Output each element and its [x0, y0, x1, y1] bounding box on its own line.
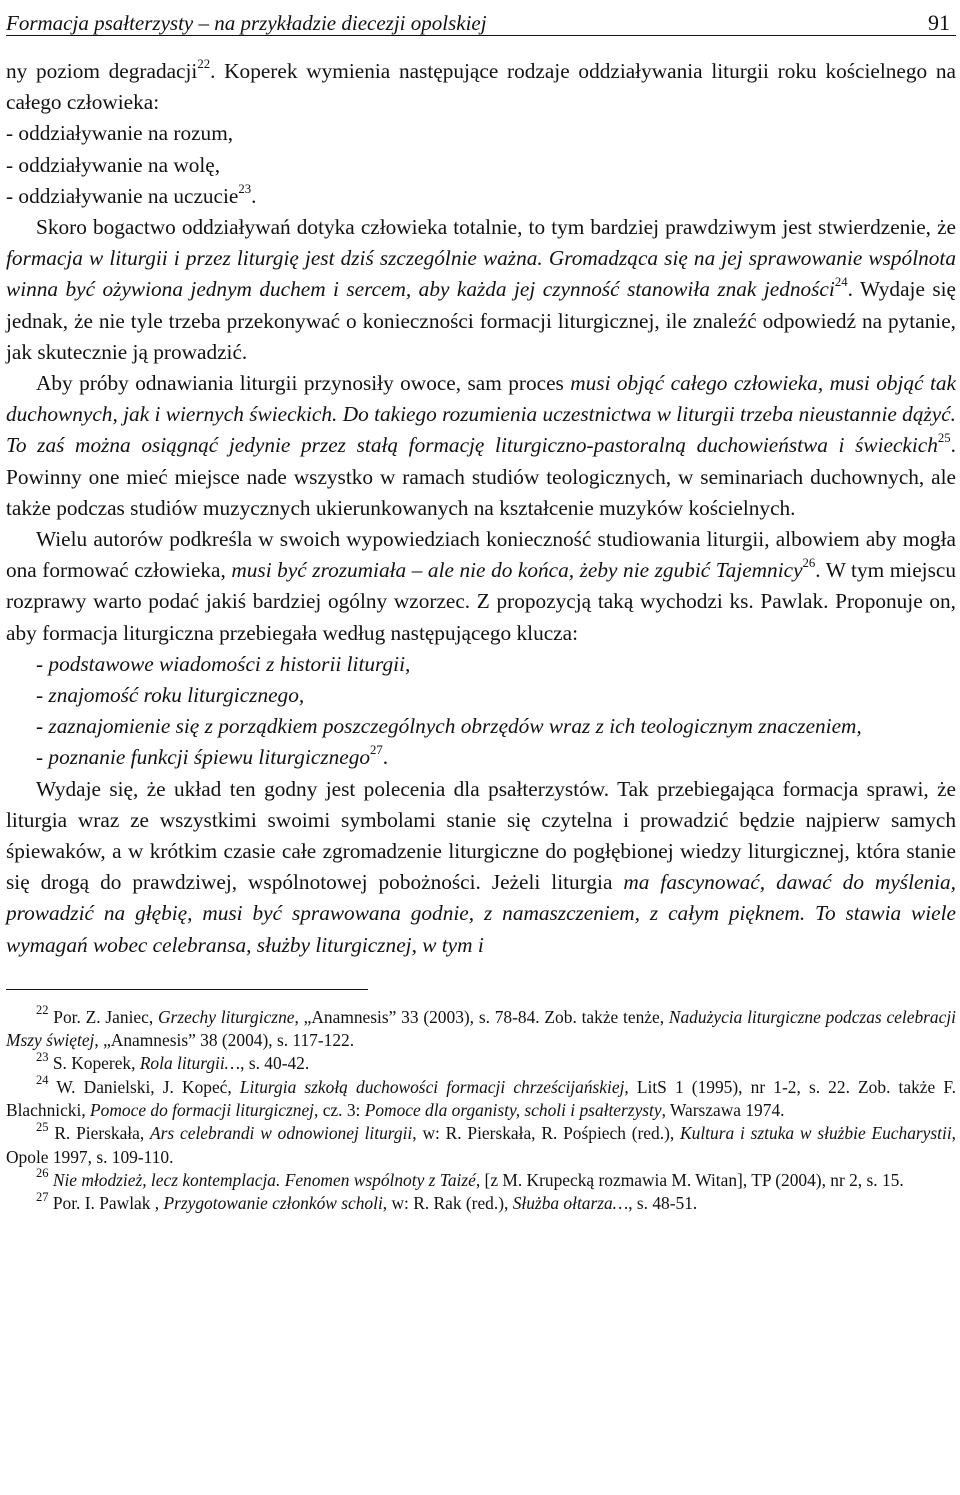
italic-run: znajomość roku liturgicznego, — [48, 683, 305, 708]
italic-run: musi objąć całego człowieka, musi objąć tak duchownych, jak i wiernych świeckich. Do takiego rozumienia uczestnictwa w liturgii trzeba nieustannie dążyć. To zaś można osiągnąć jedynie przez stałą formację liturgiczno-pastoralną duchowieństwa i świeckich — [6, 371, 956, 458]
footnote-25 — [6, 1119, 957, 1169]
running-title: Formacja psałterzysty – na przykładzie diecezji opolskiej — [6, 11, 487, 35]
list-item — [6, 711, 956, 742]
italic-run: Pomoce do formacji liturgicznej — [90, 1100, 314, 1121]
text-run: . Powinny one mieć miejsce nade wszystko w ramach studiów teologicznych, w seminariach duchownych, ale także podczas studiów muzycznych ukierunkowanych na kształcenie muzyków kościelnych. — [6, 433, 956, 520]
footnote-number: 25 — [36, 1119, 49, 1134]
main-text — [6, 56, 956, 961]
text-run: , „Anamnesis” 38 (2004), s. 117-122. — [94, 1030, 355, 1051]
footnote-ref-22[interactable]: 22 — [197, 57, 211, 71]
text-run: Por. I. Pawlak , — [48, 1193, 164, 1214]
footnote-23 — [6, 1049, 956, 1075]
text-run: S. Koperek, — [48, 1053, 140, 1074]
italic-run: podstawowe wiadomości z historii liturgii, — [48, 651, 411, 676]
italic-run: poznanie funkcji śpiewu liturgicznego — [48, 745, 371, 770]
italic-run: Pomoce dla organisty, scholi i psałterzysty — [364, 1100, 662, 1121]
italic-run: Ars celebrandi w odnowionej liturgii — [150, 1123, 413, 1144]
list-item — [6, 742, 956, 773]
italic-run: Grzechy liturgiczne — [158, 1006, 295, 1027]
paragraph-1 — [6, 56, 956, 118]
text-run: Wydaje się, że układ ten godny jest polecenia dla psałterzystów. Tak przebiegająca formacja sprawi, że liturgia wraz ze wszystkimi swoimi symbolami stanie się czytelna i prowadzić będzie najpierw samych śpiewaków, a w krótkim czasie całe zgromadzenie liturgiczne do pogłębionej wiedzy liturgicznej, która stanie się drogą do prawdziwej, wspólnotowej pobożności. Jeżeli liturgia — [6, 776, 956, 895]
paragraph-2 — [6, 212, 956, 368]
text-run: , s. 40-42. — [240, 1053, 310, 1074]
footnote-ref-25[interactable]: 25 — [937, 431, 951, 446]
text-run: , LitS 1 (1995), nr 1-2, s. 22. Zob. także F. Blachnicki, — [6, 1076, 956, 1121]
footnote-separator — [6, 989, 368, 990]
text-run: Wielu autorów podkreśla w swoich wypowiedziach konieczność studiowania liturgii, albowiem aby mogła ona formować człowieka, — [6, 527, 956, 583]
text-run: Por. Z. Janiec, — [48, 1006, 158, 1027]
italic-run: formacja w liturgii i przez liturgię jest dziś szczególnie ważna. Gromadząca się na jej sprawowanie wspólnota winna być ożywiona jednym duchem i sercem, aby każda jej czynność stanowiła znak jedności — [6, 246, 956, 302]
text-run: , [z M. Krupecką rozmawia M. Witan], TP (2004), nr 2, s. 15. — [475, 1169, 904, 1190]
footnote-number: 22 — [36, 1003, 49, 1018]
text-run: , Opole 1997, s. 109-110. — [6, 1123, 957, 1167]
italic-run: Rola liturgii… — [139, 1053, 241, 1074]
text-run: - oddziaływanie na uczucie — [6, 183, 239, 208]
italic-run: Nie młodzież, lecz kontemplacja. Fenomen wspólnoty z Taizé — [52, 1169, 476, 1190]
text-run: . Wydaje się jednak, że nie tyle trzeba przekonywać o konieczności formacji liturgicznej, ile znaleźć odpowiedź na pytanie, jak skutecznie ją prowadzić. — [6, 277, 957, 364]
text-run: . — [382, 745, 389, 770]
italic-run: musi być zrozumiała – ale nie do końca, żeby nie zgubić Tajemnicy — [231, 558, 803, 583]
dash: - — [36, 651, 49, 676]
footnote-ref-24[interactable]: 24 — [834, 275, 848, 290]
footnote-ref-27[interactable]: 27 — [370, 743, 383, 758]
text-run: , „Anamnesis” 33 (2003), s. 78-84. Zob. także tenże, — [294, 1006, 669, 1027]
text-run: Aby próby odnawiania liturgii przynosiły owoce, sam proces — [36, 371, 571, 396]
footnote-number: 23 — [36, 1049, 49, 1064]
italic-run: Liturgia szkołą duchowości formacji chrześcijańskiej — [239, 1076, 625, 1097]
text-run: . W tym miejscu rozprawy warto podać jakiś bardziej ogólny wzorzec. Z propozycją taką wychodzi ks. Pawlak. Proponuje on, aby formacja liturgiczna przebiegała według następującego klucza: — [6, 558, 956, 645]
list-item — [6, 181, 956, 212]
footnote-number: 26 — [36, 1166, 49, 1181]
text-run: , cz. 3: — [314, 1100, 365, 1121]
italic-run: Nadużycia liturgiczne podczas celebracji Mszy świętej — [6, 1006, 956, 1051]
page-number: 91 — [928, 10, 950, 35]
footnote-number: 27 — [36, 1189, 49, 1204]
text-run: . — [251, 183, 257, 208]
text-run: , Warszawa 1974. — [661, 1100, 785, 1121]
dash: - — [36, 714, 49, 739]
italic-run: Służba ołtarza… — [512, 1193, 629, 1214]
italic-run: zaznajomienie się z porządkiem poszczególnych obrzędów wraz z ich teologicznym znaczeniem, — [48, 714, 862, 739]
text-run: , w: R. Pierskała, R. Pośpiech (red.), — [412, 1123, 681, 1144]
footnote-ref-23[interactable]: 23 — [238, 181, 252, 196]
paragraph-3 — [6, 368, 956, 524]
italic-run: Przygotowanie członków scholi — [163, 1193, 383, 1214]
footnote-ref-26[interactable]: 26 — [802, 556, 816, 571]
text-run: R. Pierskała, — [48, 1123, 151, 1144]
text-run: , s. 48-51. — [628, 1193, 698, 1214]
footnote-number: 24 — [36, 1073, 49, 1088]
italic-run: Kultura i sztuka w służbie Eucharystii — [680, 1123, 952, 1144]
list-item: - oddziaływanie na rozum, — [6, 121, 234, 146]
paragraph-4 — [6, 524, 956, 649]
italic-run: ma fascynować, dawać do myślenia, prowadzić na głębię, musi być sprawowana godnie, z namaszczeniem, z całym pięknem. To stawia wiele wymagań wobec celebransa, służby liturgicznej, w tym i — [6, 870, 956, 957]
running-header — [6, 0, 956, 36]
list-item — [6, 680, 956, 711]
text-run: W. Danielski, J. Kopeć, — [48, 1076, 240, 1097]
dash: - — [36, 745, 49, 770]
text-run: ny poziom degradacji — [6, 59, 198, 83]
footnotes — [6, 1003, 957, 1216]
footnote-27 — [6, 1189, 956, 1215]
footnote-26 — [6, 1166, 956, 1192]
footnote-22 — [6, 1003, 956, 1053]
dash: - — [36, 683, 49, 708]
paragraph-5 — [6, 774, 956, 961]
text-run: , w: R. Rak (red.), — [382, 1193, 513, 1214]
footnote-24 — [6, 1073, 956, 1123]
list-item — [6, 649, 956, 680]
text-run: . Koperek wymienia następujące rodzaje oddziaływania liturgii roku kościelnego na całego człowieka: — [6, 59, 957, 115]
list-item: - oddziaływanie na wolę, — [6, 152, 221, 177]
text-run: Skoro bogactwo oddziaływań dotyka człowieka totalnie, to tym bardziej prawdziwym jest stwierdzenie, że — [36, 215, 956, 240]
